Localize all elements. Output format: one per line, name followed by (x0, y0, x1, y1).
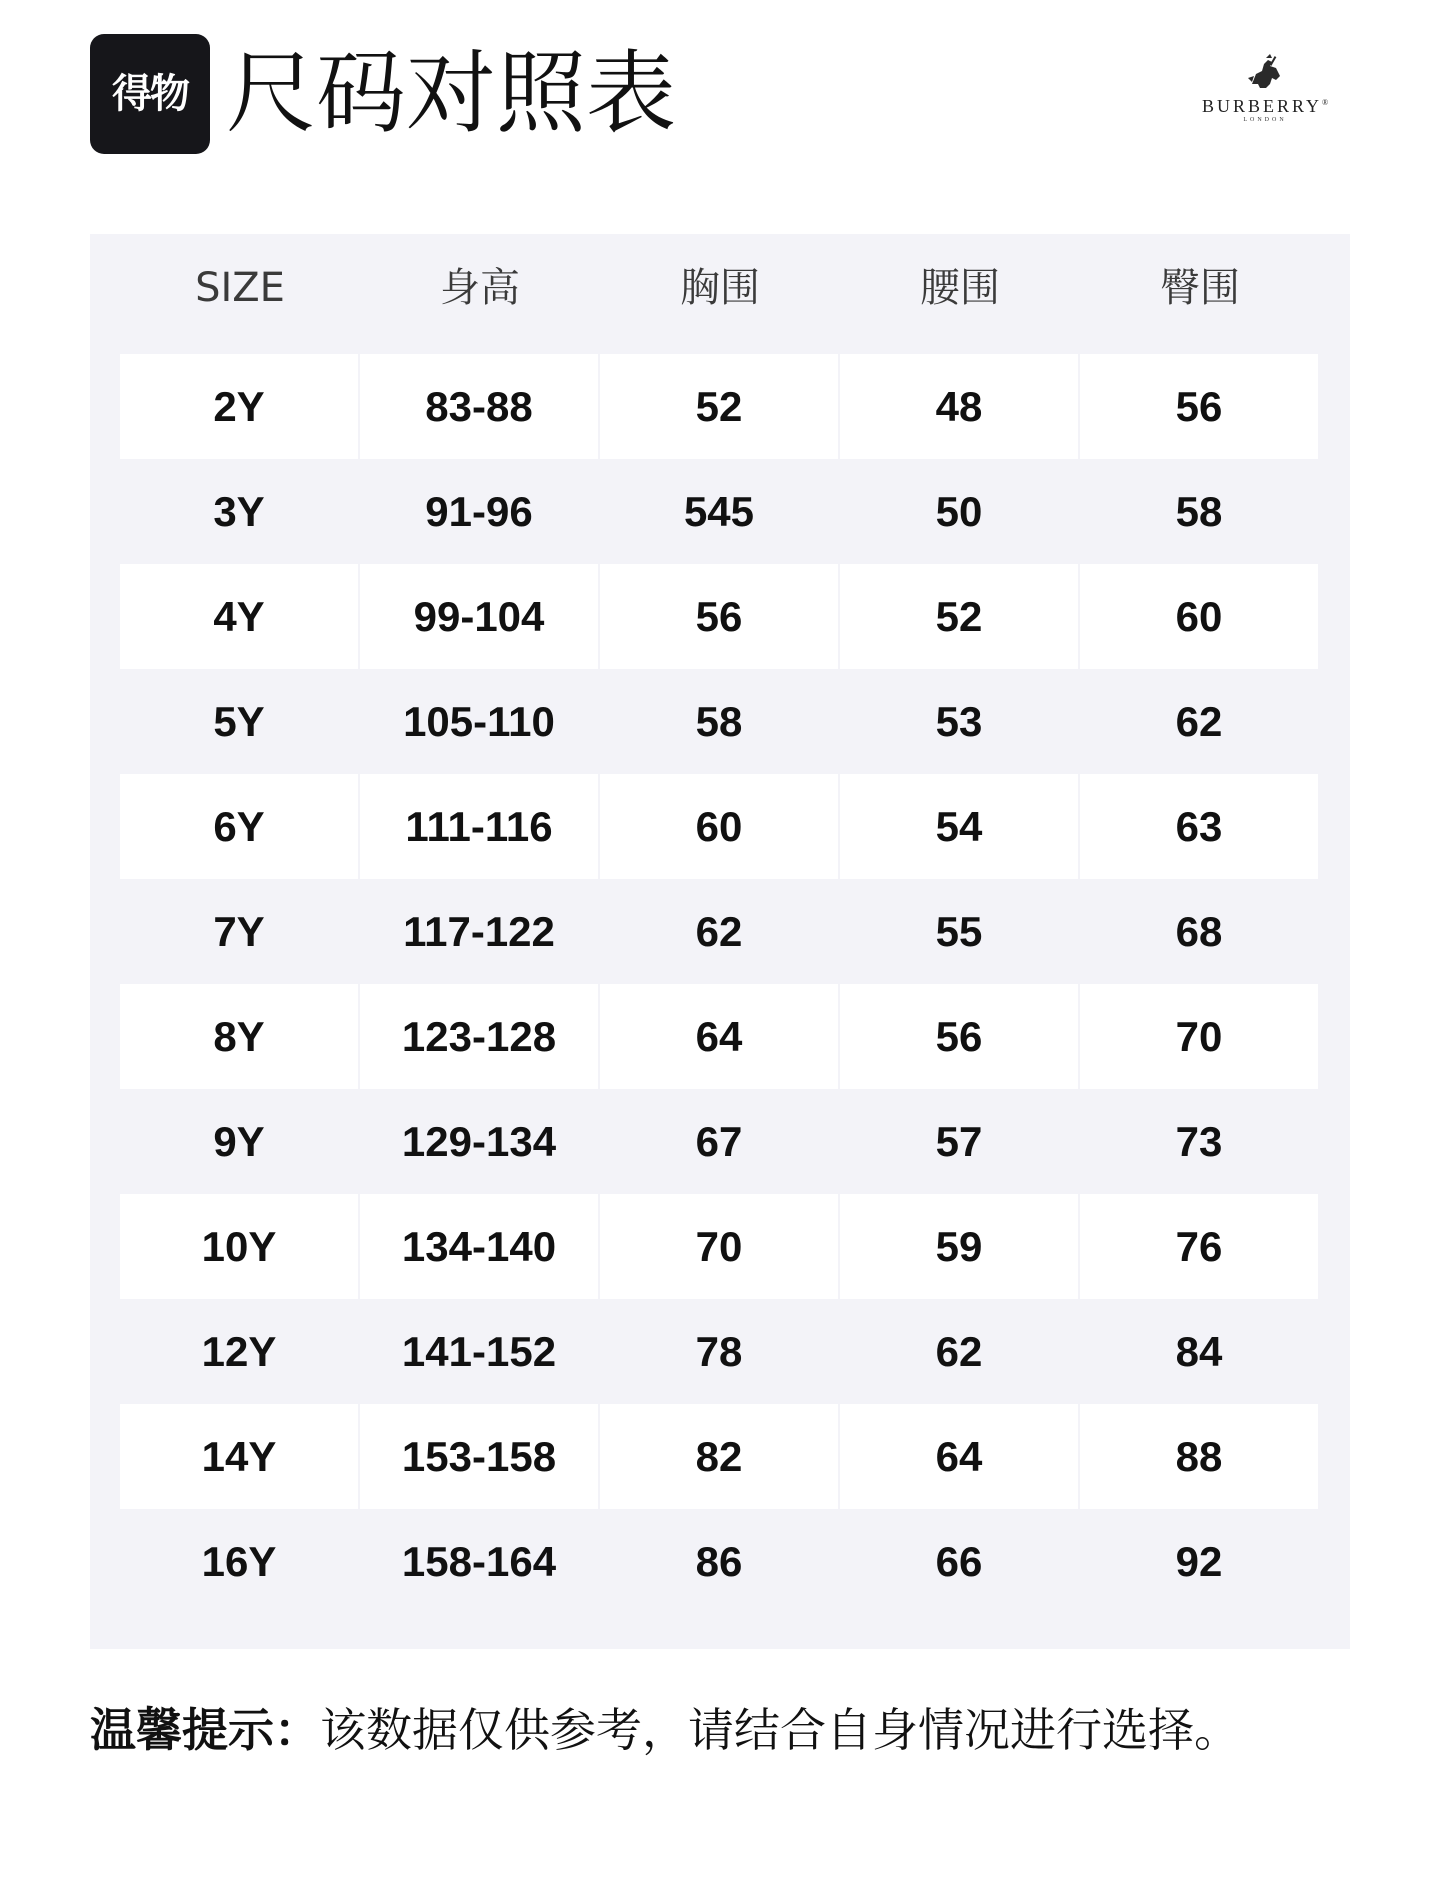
height-cell: 123-128 (360, 984, 598, 1089)
height-cell: 129-134 (401, 1118, 557, 1165)
column-header-size: SIZE (195, 265, 285, 311)
equestrian-knight-icon (1242, 54, 1288, 94)
hip-cell: 73 (1175, 1118, 1223, 1165)
waist-cell: 66 (935, 1538, 983, 1585)
table-row (120, 1404, 1320, 1509)
size-cell: 14Y (120, 1404, 358, 1509)
chest-cell: 56 (600, 564, 838, 669)
waist-cell: 56 (840, 984, 1078, 1089)
hip-cell: 68 (1175, 908, 1223, 955)
chest-cell: 545 (683, 488, 755, 535)
brand-name: BURBERRY® (1201, 96, 1329, 116)
hip-cell: 60 (1080, 564, 1318, 669)
brand-subtitle: LONDON (1243, 117, 1287, 123)
size-cell: 7Y (213, 908, 265, 955)
hip-cell: 58 (1175, 488, 1223, 535)
waist-cell: 54 (840, 774, 1078, 879)
header (90, 34, 1350, 160)
table-header (120, 234, 1320, 354)
tip-note (90, 1692, 1240, 1768)
hip-cell: 70 (1080, 984, 1318, 1089)
brand-logo (1180, 54, 1350, 144)
height-cell: 153-158 (360, 1404, 598, 1509)
waist-cell: 50 (935, 488, 983, 535)
hip-cell: 84 (1175, 1328, 1223, 1375)
chest-cell: 60 (600, 774, 838, 879)
size-cell: 3Y (213, 488, 265, 535)
chest-cell: 58 (695, 698, 743, 745)
table-row (120, 459, 1320, 564)
height-cell: 99-104 (360, 564, 598, 669)
column-header-hip: 臀围 (1160, 265, 1240, 311)
column-header-chest: 胸围 (680, 265, 760, 311)
table-row (120, 564, 1320, 669)
waist-cell: 52 (840, 564, 1078, 669)
waist-cell: 53 (935, 698, 983, 745)
chest-cell: 78 (695, 1328, 743, 1375)
size-cell: 5Y (213, 698, 265, 745)
waist-cell: 62 (935, 1328, 983, 1375)
size-cell: 4Y (120, 564, 358, 669)
height-cell: 91-96 (425, 488, 533, 535)
chest-cell: 70 (600, 1194, 838, 1299)
chest-cell: 67 (695, 1118, 743, 1165)
size-cell: 12Y (201, 1328, 277, 1375)
app-logo: 得物 (90, 34, 210, 154)
tip-text: 该数据仅供参考，请结合自身情况进行选择。 (320, 1703, 1240, 1757)
waist-cell: 48 (840, 354, 1078, 459)
hip-cell: 56 (1080, 354, 1318, 459)
height-cell: 117-122 (403, 908, 555, 955)
table-row (120, 984, 1320, 1089)
hip-cell: 63 (1080, 774, 1318, 879)
page-title: 尺码对照表 (226, 41, 676, 146)
waist-cell: 64 (840, 1404, 1078, 1509)
waist-cell: 59 (840, 1194, 1078, 1299)
table-body (120, 354, 1320, 1614)
size-cell: 2Y (120, 354, 358, 459)
column-header-waist: 腰围 (920, 265, 1000, 311)
table-row (120, 354, 1320, 459)
column-header-height: 身高 (440, 265, 520, 311)
tip-label: 温馨提示： (90, 1703, 320, 1757)
size-chart-table (90, 234, 1350, 1649)
waist-cell: 57 (935, 1118, 983, 1165)
table-row (120, 1509, 1320, 1614)
table-row (120, 774, 1320, 879)
height-cell: 141-152 (401, 1328, 557, 1375)
height-cell: 83-88 (360, 354, 598, 459)
size-cell: 10Y (120, 1194, 358, 1299)
chest-cell: 64 (600, 984, 838, 1089)
chest-cell: 62 (695, 908, 743, 955)
height-cell: 158-164 (401, 1538, 557, 1585)
table-row (120, 1089, 1320, 1194)
table-row (120, 669, 1320, 774)
table-row (120, 879, 1320, 984)
hip-cell: 92 (1175, 1538, 1223, 1585)
size-cell: 6Y (120, 774, 358, 879)
chest-cell: 86 (695, 1538, 743, 1585)
height-cell: 105-110 (403, 698, 555, 745)
hip-cell: 88 (1080, 1404, 1318, 1509)
table-row (120, 1194, 1320, 1299)
chest-cell: 52 (600, 354, 838, 459)
size-cell: 8Y (120, 984, 358, 1089)
table-row (120, 1299, 1320, 1404)
waist-cell: 55 (935, 908, 983, 955)
hip-cell: 62 (1175, 698, 1223, 745)
chest-cell: 82 (600, 1404, 838, 1509)
height-cell: 134-140 (360, 1194, 598, 1299)
size-cell: 16Y (201, 1538, 277, 1585)
height-cell: 111-116 (360, 774, 598, 879)
size-cell: 9Y (213, 1118, 265, 1165)
hip-cell: 76 (1080, 1194, 1318, 1299)
